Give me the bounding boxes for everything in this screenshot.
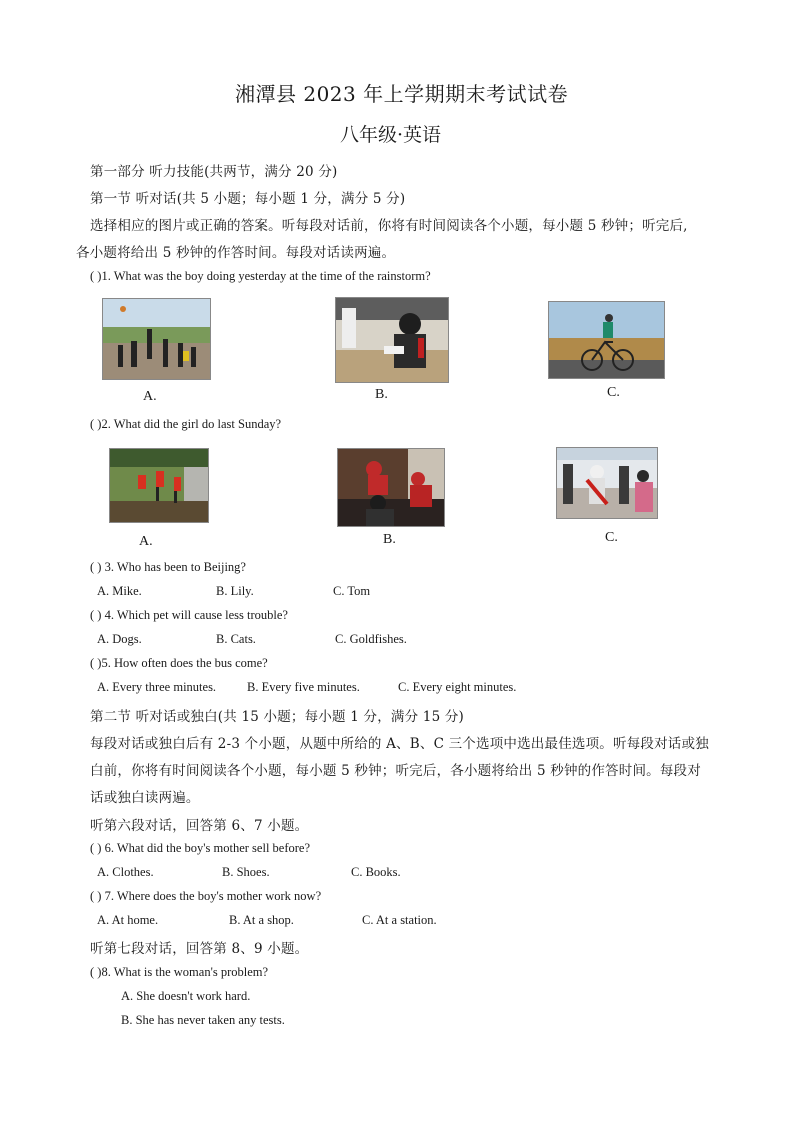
q8-option-a: A. She doesn't work hard.	[121, 989, 251, 1003]
q1-option-b-label: B.	[375, 387, 388, 402]
q2-option-c-label: C.	[605, 530, 618, 545]
q2-option-a-label: A.	[139, 534, 153, 549]
volunteer-station-photo	[556, 447, 658, 519]
question-1: ( )1. What was the boy doing yesterday at the time of the rainstorm?	[90, 269, 431, 283]
section1-heading: 第一节 听对话(共 5 小题；每小题 1 分，满分 5 分)	[90, 191, 406, 207]
section2-heading: 第二节 听对话或独白(共 15 小题；每小题 1 分，满分 15 分)	[90, 709, 465, 725]
student-studying-photo	[335, 297, 449, 383]
question-7: ( ) 7. Where does the boy's mother work now?	[90, 889, 322, 903]
q7-option-a: A. At home.	[97, 913, 159, 927]
dialog-6-intro: 听第六段对话，回答第 6、7 小题。	[90, 818, 309, 834]
q5-option-b: B. Every five minutes.	[247, 680, 360, 694]
q3-option-b: B. Lily.	[216, 584, 254, 598]
q3-option-a: A. Mike.	[97, 584, 142, 598]
exam-subtitle: 八年级·英语	[340, 124, 442, 146]
helping-elderly-photo	[337, 448, 445, 527]
part1-heading: 第一部分 听力技能(共两节，满分 20 分)	[90, 164, 338, 180]
q4-option-b: B. Cats.	[216, 632, 256, 646]
q7-option-c: C. At a station.	[362, 913, 437, 927]
q6-option-c: C. Books.	[351, 865, 401, 879]
question-5: ( )5. How often does the bus come?	[90, 656, 268, 670]
q6-option-a: A. Clothes.	[97, 865, 154, 879]
q4-option-c: C. Goldfishes.	[335, 632, 407, 646]
cyclist-photo	[548, 301, 665, 379]
exam-title: 湘潭县 2023 年上学期期末考试试卷	[235, 82, 569, 106]
q3-option-c: C. Tom	[333, 584, 371, 598]
section2-instructions-line1: 每段对话或独白后有 2-3 个小题，从题中所给的 A、B、C 三个选项中选出最佳选项。听每段对话或独	[90, 736, 709, 752]
question-8: ( )8. What is the woman's problem?	[90, 965, 269, 979]
dialog-7-intro: 听第七段对话，回答第 8、9 小题。	[90, 941, 309, 957]
q8-option-b: B. She has never taken any tests.	[121, 1013, 285, 1027]
question-6: ( ) 6. What did the boy's mother sell before?	[90, 841, 311, 855]
basketball-photo	[102, 298, 211, 380]
q5-option-a: A. Every three minutes.	[97, 680, 217, 694]
question-3: ( ) 3. Who has been to Beijing?	[90, 560, 246, 574]
q2-option-b-label: B.	[383, 532, 396, 547]
q6-option-b: B. Shoes.	[222, 865, 270, 879]
q7-option-b: B. At a shop.	[229, 913, 294, 927]
section2-instructions-line2: 白前，你将有时间阅读各个小题，每小题 5 秒钟；听完后，各小题将给出 5 秒钟的作答时间。每段对	[90, 763, 701, 779]
section1-instructions-line2: 各小题将给出 5 秒钟的作答时间。每段对话读两遍。	[76, 245, 396, 261]
q4-option-a: A. Dogs.	[97, 632, 142, 646]
question-2: ( )2. What did the girl do last Sunday?	[90, 417, 282, 431]
q1-option-c-label: C.	[607, 385, 620, 400]
section2-instructions-line3: 话或独白读两遍。	[90, 790, 200, 806]
q1-option-a-label: A.	[143, 389, 157, 404]
question-4: ( ) 4. Which pet will cause less trouble?	[90, 608, 288, 622]
volunteers-outdoor-photo	[109, 448, 209, 523]
section1-instructions-line1: 选择相应的图片或正确的答案。听每段对话前，你将有时间阅读各个小题，每小题 5 秒钟；听完后,	[90, 218, 688, 234]
q5-option-c: C. Every eight minutes.	[398, 680, 517, 694]
